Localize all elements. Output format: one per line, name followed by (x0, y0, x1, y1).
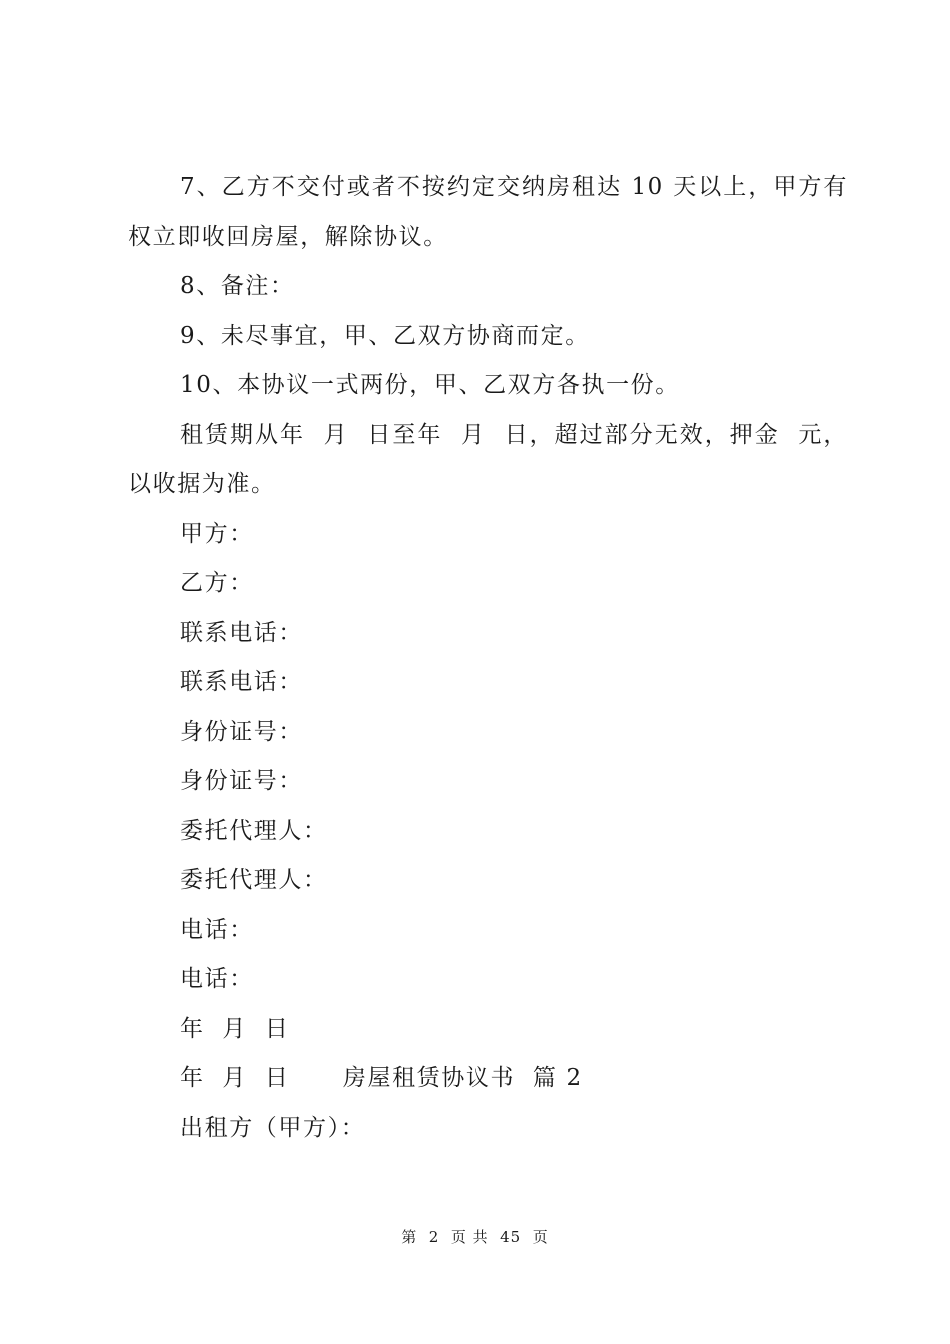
clause-7: 7、乙方不交付或者不按约定交纳房租达 10 天以上，甲方有权立即收回房屋，解除协议。 (128, 174, 848, 250)
clause-10: 10、本协议一式两份，甲、乙双方各执一份。 (180, 372, 680, 398)
clause-9: 9、未尽事宜，甲、乙双方协商而定。 (180, 322, 590, 349)
party-a-tel-label: 电话： (180, 916, 254, 943)
party-b-label: 乙方： (180, 570, 254, 596)
party-b-phone-label: 联系电话： (180, 669, 303, 695)
party-a-agent-label: 委托代理人： (180, 817, 328, 844)
party-b-date-and-section-title: 年 月 日 房屋租赁协议书 篇 2 (180, 1065, 583, 1091)
party-b-id-label: 身份证号： (180, 768, 303, 794)
document-body (128, 163, 848, 1153)
lease-term-paragraph: 租赁期从年 月 日至年 月 日，超过部分无效，押金 元，以收据为准。 (128, 421, 848, 497)
lessor-label: 出租方（甲方）： (180, 1114, 366, 1141)
party-a-id-label: 身份证号： (180, 718, 303, 745)
clause-8-remarks: 8、备注： (180, 273, 295, 299)
party-b-tel-label: 电话： (180, 966, 254, 992)
party-b-agent-label: 委托代理人： (180, 867, 328, 893)
party-a-phone-label: 联系电话： (180, 619, 303, 646)
party-a-date-line: 年 月 日 (180, 1015, 290, 1042)
page-footer: 第 2 页 共 45 页 (401, 1228, 549, 1246)
party-a-label: 甲方： (180, 520, 254, 547)
